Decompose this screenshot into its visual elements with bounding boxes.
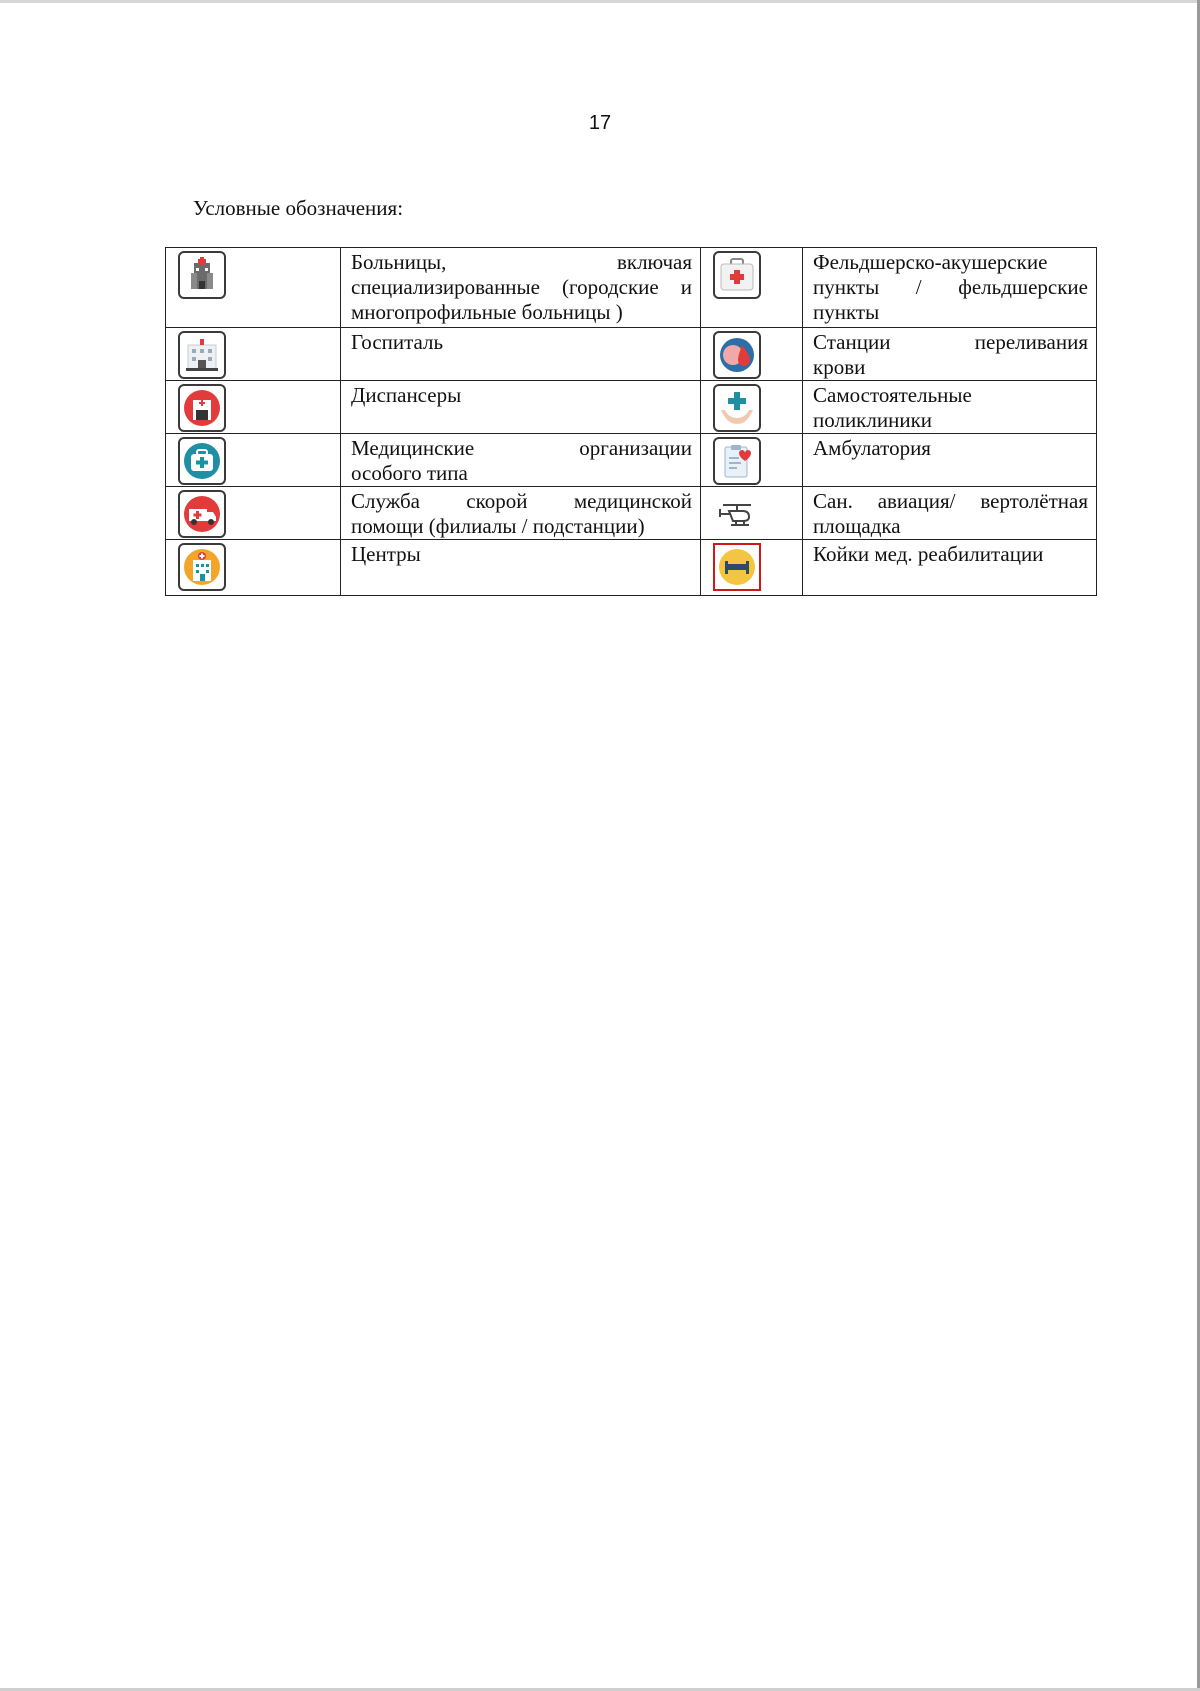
dispensary-icon [178, 384, 226, 432]
legend-label: Самостоятельные [813, 383, 972, 407]
table-row [166, 487, 1097, 540]
legend-label: особого типа [351, 461, 468, 485]
table-row [166, 434, 1097, 487]
table-row [166, 381, 1097, 434]
legend-label: Центры [351, 542, 421, 566]
helicopter-icon [713, 490, 761, 538]
legend-label: Больницы, включая [351, 250, 692, 274]
legend-label: крови [813, 355, 866, 379]
table-row [166, 540, 1097, 596]
page-edge-top [0, 0, 1200, 3]
legend-label: Медицинские организации [351, 436, 692, 460]
medical-center-icon [178, 543, 226, 591]
legend-label: многопрофильные больницы ) [351, 300, 623, 324]
legend-title: Условные обозначения: [193, 196, 404, 220]
ambulance-icon [178, 490, 226, 538]
legend-label: Фельдшерско-акушерские [813, 250, 1048, 274]
hospital-building-icon [178, 251, 226, 299]
legend-label: поликлиники [813, 408, 933, 432]
first-aid-kit-icon [713, 251, 761, 299]
table-row [166, 328, 1097, 381]
legend-label: Амбулатория [813, 436, 931, 460]
rehab-bed-icon [713, 543, 761, 591]
legend-label: пункты / фельдшерские [813, 275, 1088, 299]
legend-label: площадка [813, 514, 901, 538]
hands-cross-icon [713, 384, 761, 432]
clipboard-heart-icon [713, 437, 761, 485]
legend-label: специализированные (городские и [351, 275, 692, 299]
blood-drop-icon [713, 331, 761, 379]
medical-bag-icon [178, 437, 226, 485]
page-number: 17 [588, 112, 612, 134]
legend-label: Госпиталь [351, 330, 444, 354]
legend-label: Служба скорой медицинской [351, 489, 692, 513]
table-row [166, 248, 1097, 328]
legend-table [165, 247, 1097, 596]
legend-label: Сан. авиация/ вертолётная [813, 489, 1088, 513]
legend-label: пункты [813, 300, 880, 324]
legend-label: Станции переливания [813, 330, 1088, 354]
legend-label: Диспансеры [351, 383, 462, 407]
legend-label: Койки мед. реабилитации [813, 542, 1044, 566]
military-hospital-icon [178, 331, 226, 379]
legend-label: помощи (филиалы / подстанции) [351, 514, 645, 538]
